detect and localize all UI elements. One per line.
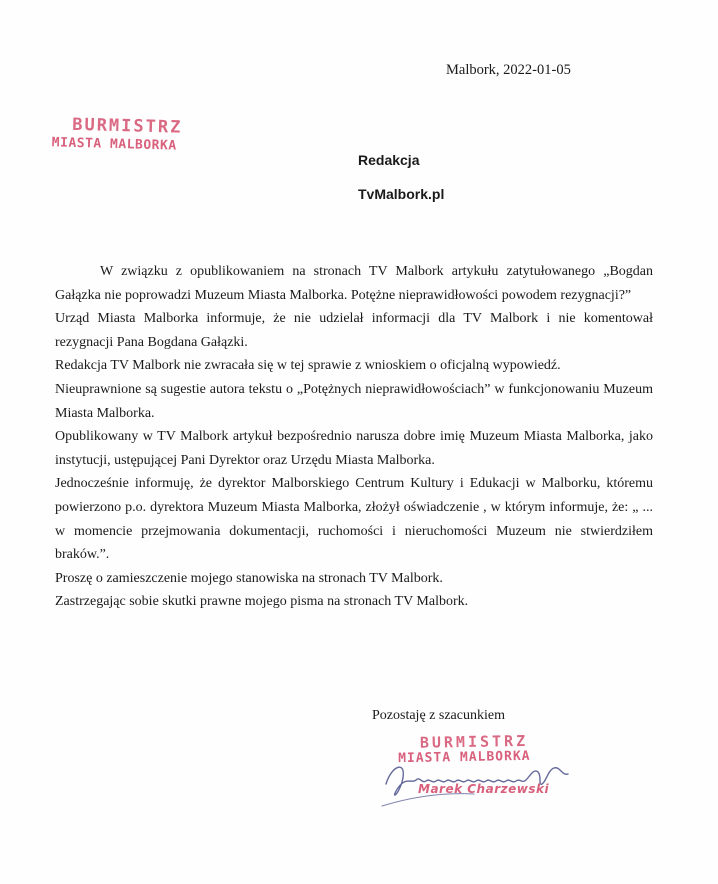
closing-phrase: Pozostaję z szacunkiem (372, 708, 505, 723)
addressee-line-1: Redakcja (358, 152, 420, 168)
stamp-title: BURMISTRZ (71, 114, 183, 138)
letter-body (55, 260, 653, 614)
paragraph: Zastrzegając sobie skutki prawne mojego pisma na stronach TV Malbork. (55, 594, 469, 610)
stamp-title: BURMISTRZ (419, 731, 529, 752)
stamp-subtitle: MIASTA MALBORKA (398, 748, 531, 767)
paragraph: Jednocześnie informuję, że dyrektor Malborskiego Centrum Kultury i Edukacji w Malborku, któremu powierzono p.o. dyrektora Muzeum Miasta Malborka, złożył oświadczenie , w którym informuje, że: „ ... w momencie przejmowania dokumentacji, ruchomości i nieruchomości Muzeum nie stwierdziłem braków.”. (55, 476, 653, 563)
paragraph: Proszę o zamieszczenie mojego stanowiska na stronach TV Malbork. (55, 570, 443, 586)
mayor-stamp-header (52, 116, 183, 152)
stamp-subtitle: MIASTA MALBORKA (51, 135, 177, 154)
paragraph: Opublikowany w TV Malbork artykuł bezpośrednio narusza dobre imię Muzeum Miasta Malborka, jako instytucji, ustępującej Pani Dyrektor oraz Urzędu Miasta Malborka. (55, 429, 653, 468)
stamp-signatory-name: Marek Charzewski (418, 782, 550, 796)
paragraph: Nieuprawnione są sugestie autora tekstu o „Potężnych nieprawidłowościach” w funkcjonowaniu Muzeum Miasta Malborka. (55, 381, 653, 421)
paragraph: Urząd Miasta Malborka informuje, że nie udzielał informacji dla TV Malbork i nie komentował rezygnacji Pana Bogdana Gałązki. (55, 311, 653, 350)
paragraph: Redakcja TV Malbork nie zwracała się w tej sprawie z wnioskiem o oficjalną wypowiedź. (55, 358, 561, 374)
addressee-line-2: TvMalbork.pl (358, 186, 445, 202)
letter-date: Malbork, 2022-01-05 (446, 62, 571, 78)
paragraph: W związku z opublikowaniem na stronach TV Malbork artykułu zatytułowanego „Bogdan Gałązka nie poprowadzi Muzeum Miasta Malborka. Potężne nieprawidłowości powodem rezygnacji?” (55, 264, 653, 303)
